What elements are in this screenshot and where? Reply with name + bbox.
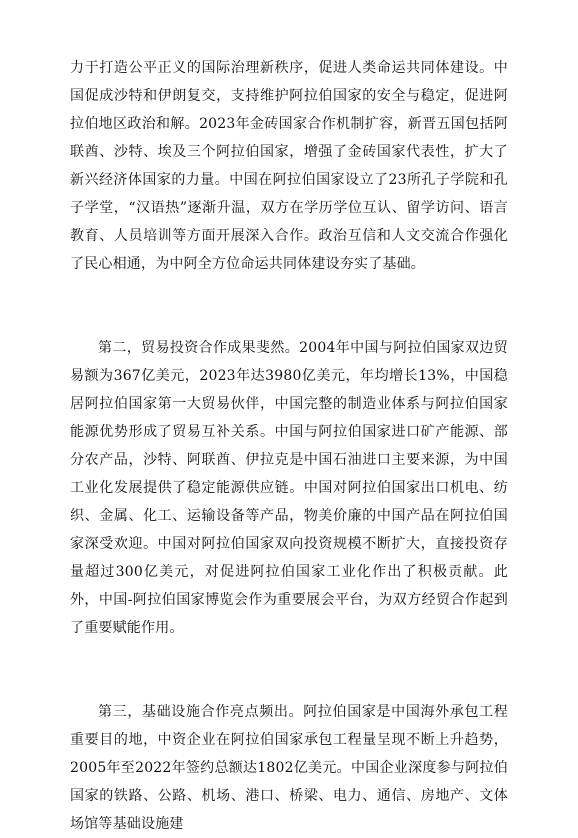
paragraph-infrastructure: 第三，基础设施合作亮点频出。阿拉伯国家是中国海外承包工程重要目的地，中资企业在阿拉伯国家承包工程量呈现不断上升趋势，2005年至2022年签约总额达1802亿美元。中国企业深度参与阿拉伯国家的铁路、公路、机场、港口、桥梁、电力、通信、房地产、文体场馆等基础设施建 <box>70 704 508 832</box>
paragraph-spacer <box>70 642 508 698</box>
paragraph-political-cooperation: 力于打造公平正义的国际治理新秩序，促进人类命运共同体建设。中国促成沙特和伊朗复交，支持维护阿拉伯国家的安全与稳定，促进阿拉伯地区政治和解。2023年金砖国家合作机制扩容，新晋五国包括阿联酋、沙特、埃及三个阿拉伯国家，增强了金砖国家代表性，扩大了新兴经济体国家的力量。中国在阿拉伯国家设立了23所孔子学院和孔子学堂，“汉语热”逐渐升温，双方在学历学位互认、留学访问、语言教育、人员培训等方面开展深入合作。政治互信和人文交流合作强化了民心相通，为中阿全方位命运共同体建设夯实了基础。 <box>70 60 508 272</box>
paragraph-trade-investment: 第二，贸易投资合作成果斐然。2004年中国与阿拉伯国家双边贸易额为367亿美元，2023年达3980亿美元，年均增长13%，中国稳居阿拉伯国家第一大贸易伙伴，中国完整的制造业体系与阿拉伯国家能源优势形成了贸易互补关系。中国与阿拉伯国家进口矿产能源、部分农产品，沙特、阿联酋、伊拉克是中国石油进口主要来源，为中国工业化发展提供了稳定能源供应链。中国对阿拉伯国家出口机电、纺织、金属、化工、运输设备等产品，物美价廉的中国产品在阿拉伯国家深受欢迎。中国对阿拉伯国家双向投资规模不断扩大，直接投资存量超过300亿美元，对促进阿拉伯国家工业化作出了积极贡献。此外，中国-阿拉伯国家博览会作为重要展会平台，为双方经贸合作起到了重要赋能作用。 <box>70 340 508 636</box>
paragraph-spacer <box>70 278 508 334</box>
